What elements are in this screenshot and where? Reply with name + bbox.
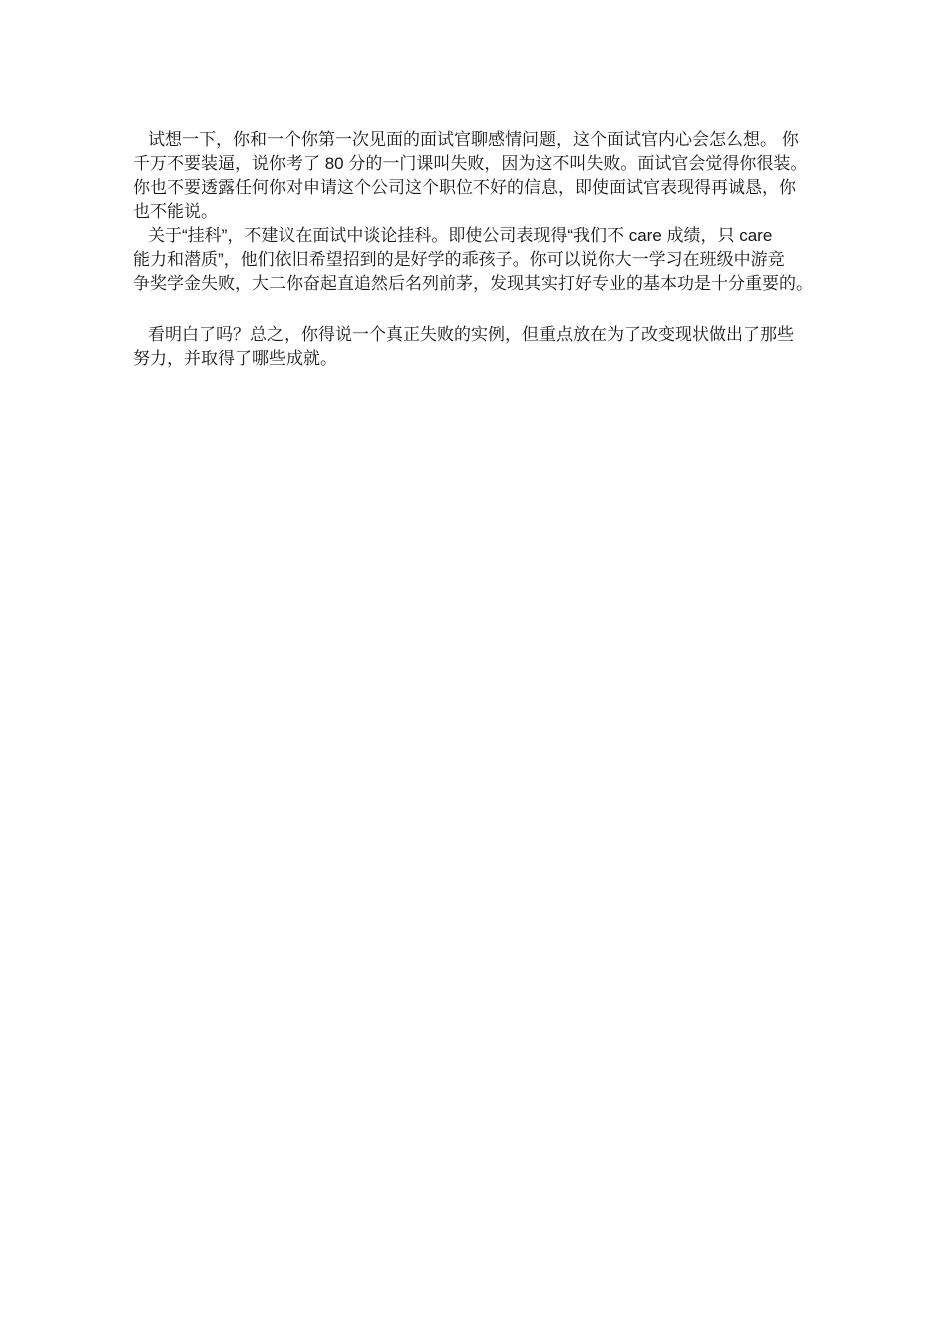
text-line: 能力和潜质”，他们依旧希望招到的是好学的乖孩子。你可以说你大一学习在班级中游竞 xyxy=(133,250,785,269)
paragraph-summary xyxy=(133,323,833,371)
paragraph-interview-smalltalk xyxy=(133,128,833,224)
text-line: 试想一下，你和一个你第一次见面的面试官聊感情问题，这个面试官内心会怎么想。 你 xyxy=(148,130,799,149)
text-line: 争奖学金失败，大二你奋起直追然后名列前茅，发现其实打好专业的基本功是十分重要的。 xyxy=(133,274,813,293)
paragraph-failed-course xyxy=(133,224,833,296)
text-line: 千万不要装逼，说你考了 80 分的一门课叫失败，因为这不叫失败。面试官会觉得你很装。 xyxy=(133,154,808,173)
document-body-text xyxy=(133,128,833,371)
text-line: 你也不要透露任何你对申请这个公司这个职位不好的信息，即使面试官表现得再诚恳，你 xyxy=(133,178,796,197)
text-line: 也不能说。 xyxy=(133,202,218,221)
text-line: 努力，并取得了哪些成就。 xyxy=(133,349,337,368)
text-line: 关于“挂科”，不建议在面试中谈论挂科。即使公司表现得“我们不 care 成绩，只 care xyxy=(148,226,773,245)
text-line: 看明白了吗？总之，你得说一个真正失败的实例，但重点放在为了改变现状做出了那些 xyxy=(148,325,794,344)
